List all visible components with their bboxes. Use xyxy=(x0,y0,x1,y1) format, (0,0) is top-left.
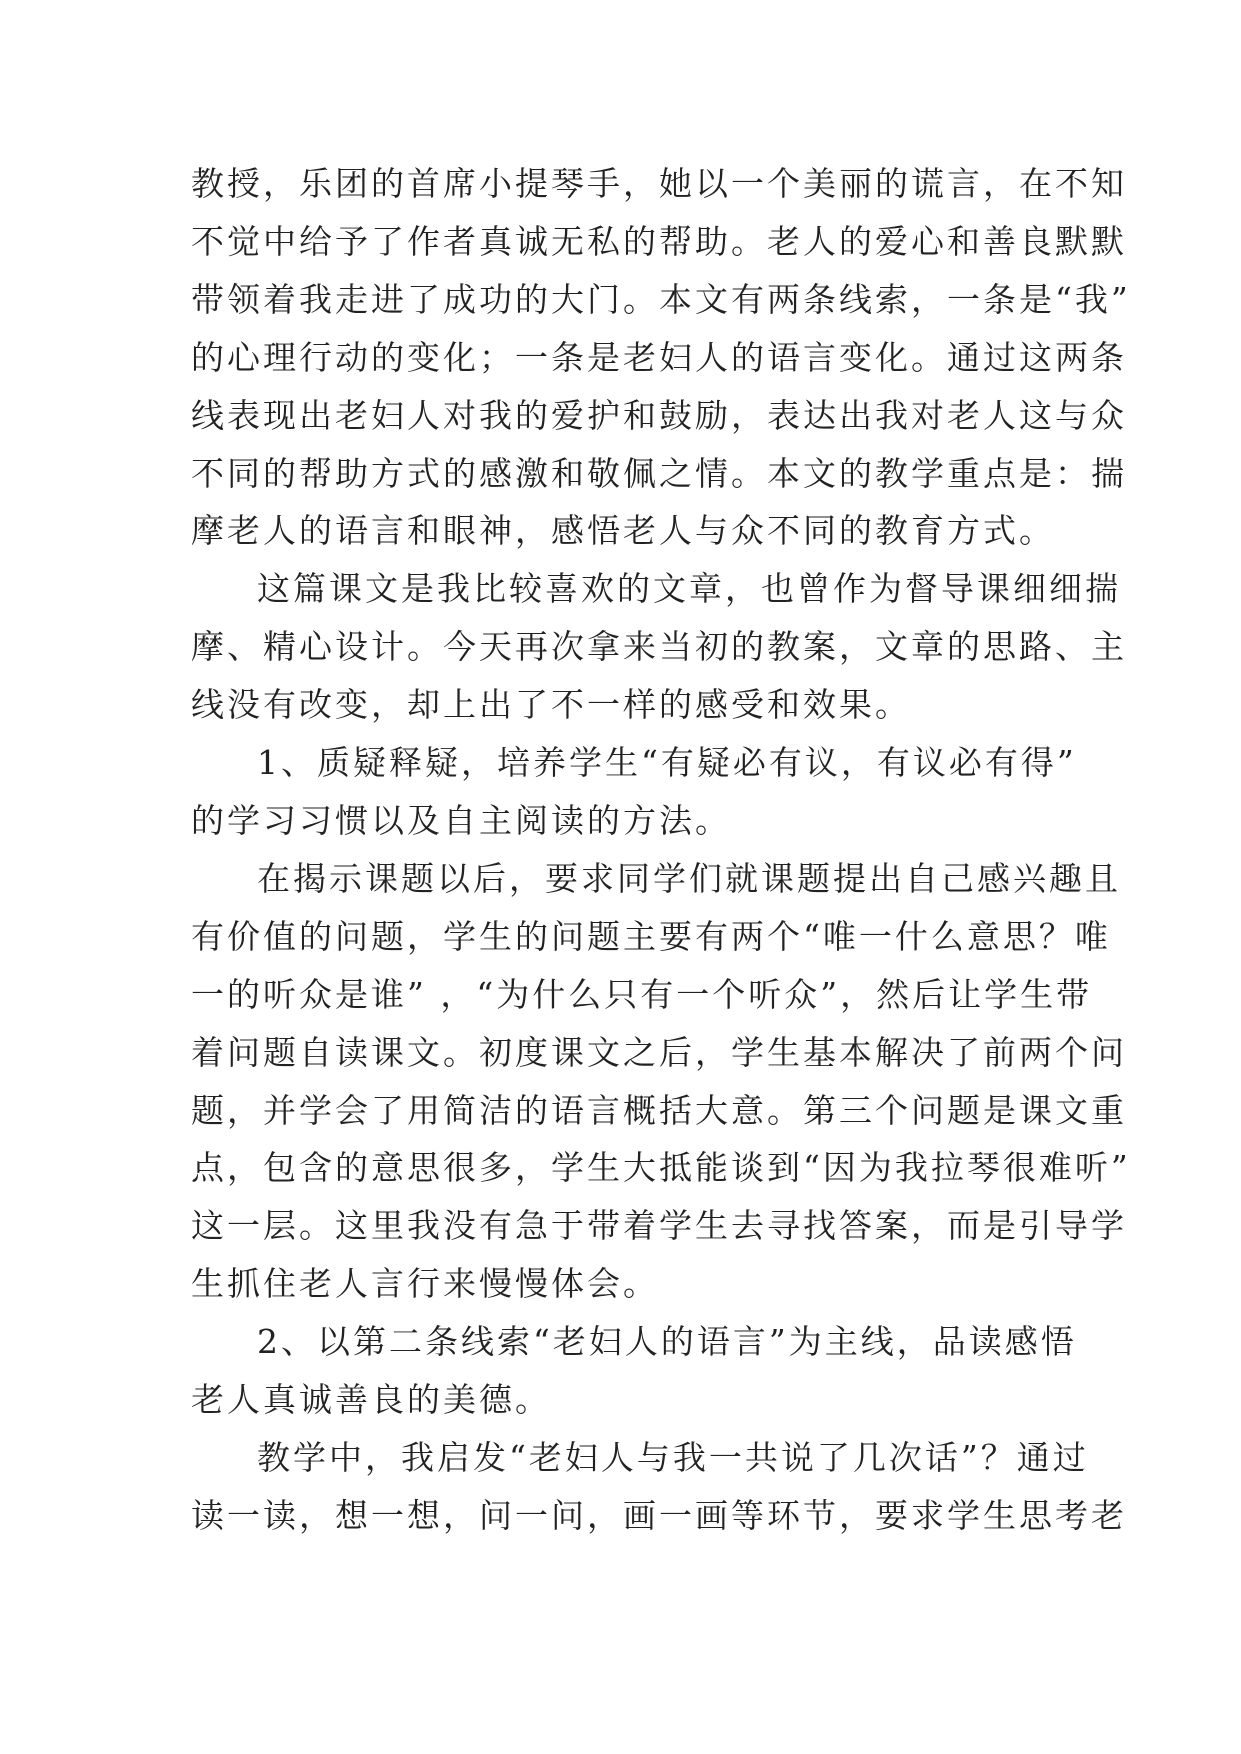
text-line: 这一层。这里我没有急于带着学生去寻找答案，而是引导学 xyxy=(191,1206,1127,1246)
paragraph xyxy=(191,1429,1127,1545)
document-body xyxy=(191,155,1131,1545)
text-line: 教学中，我启发“老妇人与我一共说了几次话”？通过 xyxy=(257,1437,1089,1477)
text-line: 带领着我走进了成功的大门。本文有两条线索，一条是“我” xyxy=(191,279,1131,319)
text-line: 线表现出老妇人对我的爱护和鼓励，表达出我对老人这与众 xyxy=(191,395,1127,435)
text-line: 这篇课文是我比较喜欢的文章，也曾作为督导课细细揣 xyxy=(257,569,1121,609)
text-line: 2、以第二条线索“老妇人的语言”为主线，品读感悟 xyxy=(257,1322,1077,1362)
text-line: 的学习习惯以及自主阅读的方法。 xyxy=(191,800,731,840)
text-line: 题，并学会了用简洁的语言概括大意。第三个问题是课文重 xyxy=(191,1090,1127,1130)
text-line: 生抓住老人言行来慢慢体会。 xyxy=(191,1264,659,1304)
text-line: 的心理行动的变化；一条是老妇人的语言变化。通过这两条 xyxy=(191,337,1127,377)
text-line: 在揭示课题以后，要求同学们就课题提出自己感兴趣且 xyxy=(257,858,1121,898)
text-line: 着问题自读课文。初度课文之后，学生基本解决了前两个问 xyxy=(191,1032,1127,1072)
paragraph xyxy=(191,1313,1077,1429)
paragraph xyxy=(191,734,1077,850)
paragraph xyxy=(191,850,1131,1313)
text-line: 读一读，想一想，问一问，画一画等环节，要求学生思考老 xyxy=(191,1495,1127,1535)
text-line: 摩、精心设计。今天再次拿来当初的教案，文章的思路、主 xyxy=(191,627,1127,667)
paragraph xyxy=(191,155,1131,560)
text-line: 1、质疑释疑，培养学生“有疑必有议，有议必有得” xyxy=(257,743,1077,783)
text-line: 教授，乐团的首席小提琴手，她以一个美丽的谎言，在不知 xyxy=(191,164,1127,203)
paragraph xyxy=(191,560,1127,734)
text-line: 一的听众是谁” ，“为什么只有一个听众”，然后让学生带 xyxy=(191,974,1093,1014)
text-line: 老人真诚善良的美德。 xyxy=(191,1380,551,1420)
text-line: 不同的帮助方式的感激和敬佩之情。本文的教学重点是：揣 xyxy=(191,453,1127,493)
text-line: 不觉中给予了作者真诚无私的帮助。老人的爱心和善良默默 xyxy=(191,221,1127,261)
text-line: 线没有改变，却上出了不一样的感受和效果。 xyxy=(191,685,911,725)
text-line: 摩老人的语言和眼神，感悟老人与众不同的教育方式。 xyxy=(191,511,1055,551)
text-line: 点，包含的意思很多，学生大抵能谈到“因为我拉琴很难听” xyxy=(191,1148,1131,1188)
text-line: 有价值的问题，学生的问题主要有两个“唯一什么意思？唯 xyxy=(191,916,1111,956)
